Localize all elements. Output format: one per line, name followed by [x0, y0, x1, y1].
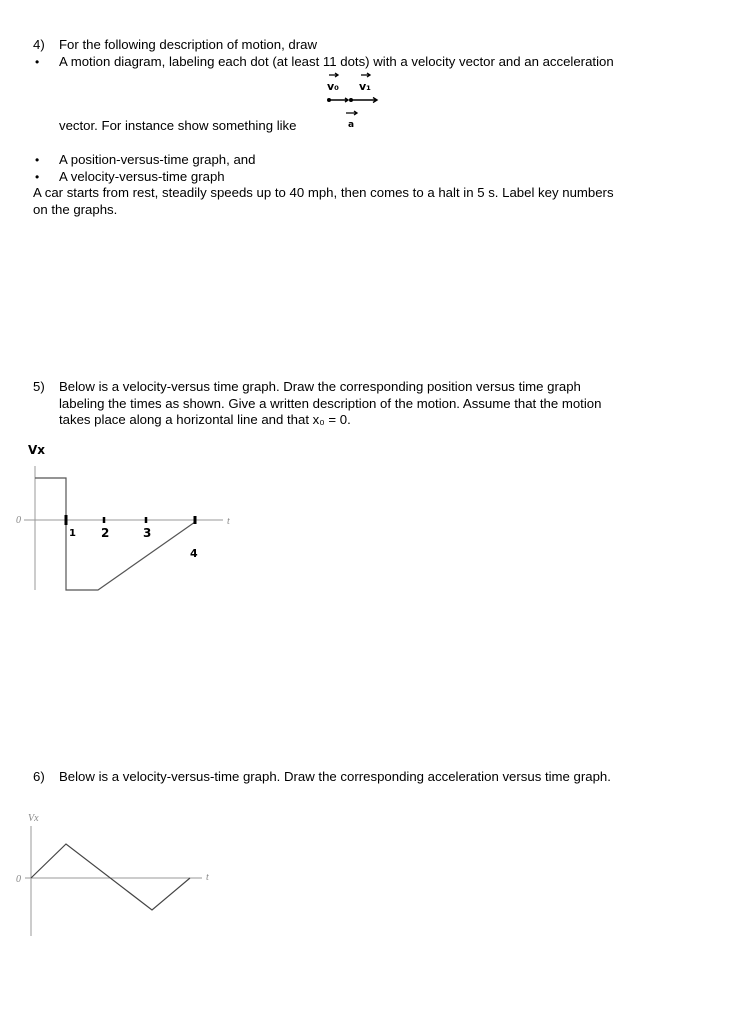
- q5-mark-1: 1: [69, 528, 76, 539]
- q5-t-axis-label: t: [227, 516, 230, 527]
- q5-y-axis-label: Vx: [28, 443, 46, 457]
- sketch-acceleration-arrow-icon: [346, 111, 357, 115]
- q5-mark-2: 2: [101, 526, 110, 540]
- question-6-number: 6): [33, 769, 45, 784]
- question-4-body-line-1: A car starts from rest, steadily speeds up to 40 mph, then comes to a halt in 5 s. Label key numbers: [33, 185, 614, 200]
- question-5-line-1: Below is a velocity-versus time graph. Draw the corresponding position versus time graph: [59, 379, 581, 394]
- sketch-v1-arrow-icon: [361, 73, 370, 77]
- question-4-body-line-2: on the graphs.: [33, 202, 118, 217]
- question-5-line-3: takes place along a horizontal line and that x₀ = 0.: [59, 412, 351, 427]
- bullet-1-continuation: vector. For instance show something like: [59, 118, 297, 133]
- question-4-intro: For the following description of motion, draw: [59, 37, 318, 52]
- q5-velocity-curve: [35, 478, 195, 590]
- sketch-velocity-arrow-icon: [352, 98, 377, 103]
- q5-mark-4: 4: [190, 547, 198, 560]
- bullet-3-text: A velocity-versus-time graph: [59, 169, 225, 184]
- motion-diagram-sketch: [313, 68, 383, 138]
- q6-velocity-curve: [31, 844, 190, 910]
- question-5-number: 5): [33, 379, 45, 394]
- sketch-label-v1: v₁: [359, 80, 371, 93]
- velocity-time-graph-q5: [10, 440, 240, 600]
- sketch-velocity-arrow-icon: [330, 98, 348, 102]
- q6-origin-label: 0: [16, 874, 21, 885]
- question-6-line-1: Below is a velocity-versus-time graph. Draw the corresponding acceleration versus time graph.: [59, 769, 611, 784]
- sketch-label-v0: v₀: [327, 80, 339, 93]
- q6-t-axis-label: t: [206, 872, 209, 883]
- bullet-1-text: A motion diagram, labeling each dot (at least 11 dots) with a velocity vector and an acceleration: [59, 54, 614, 69]
- q5-origin-label: 0: [16, 515, 21, 526]
- question-4-number: 4): [33, 37, 45, 52]
- q6-y-axis-label: Vx: [28, 813, 39, 824]
- velocity-time-graph-q6: [10, 810, 240, 940]
- bullet-icon: •: [35, 153, 40, 167]
- sketch-v0-arrow-icon: [329, 73, 338, 77]
- question-5-line-2: labeling the times as shown. Give a written description of the motion. Assume that the motion: [59, 396, 602, 411]
- bullet-icon: •: [35, 170, 40, 184]
- bullet-2-text: A position-versus-time graph, and: [59, 152, 256, 167]
- q5-mark-3: 3: [143, 526, 152, 540]
- sketch-label-a: a: [348, 120, 355, 130]
- bullet-icon: •: [35, 55, 40, 69]
